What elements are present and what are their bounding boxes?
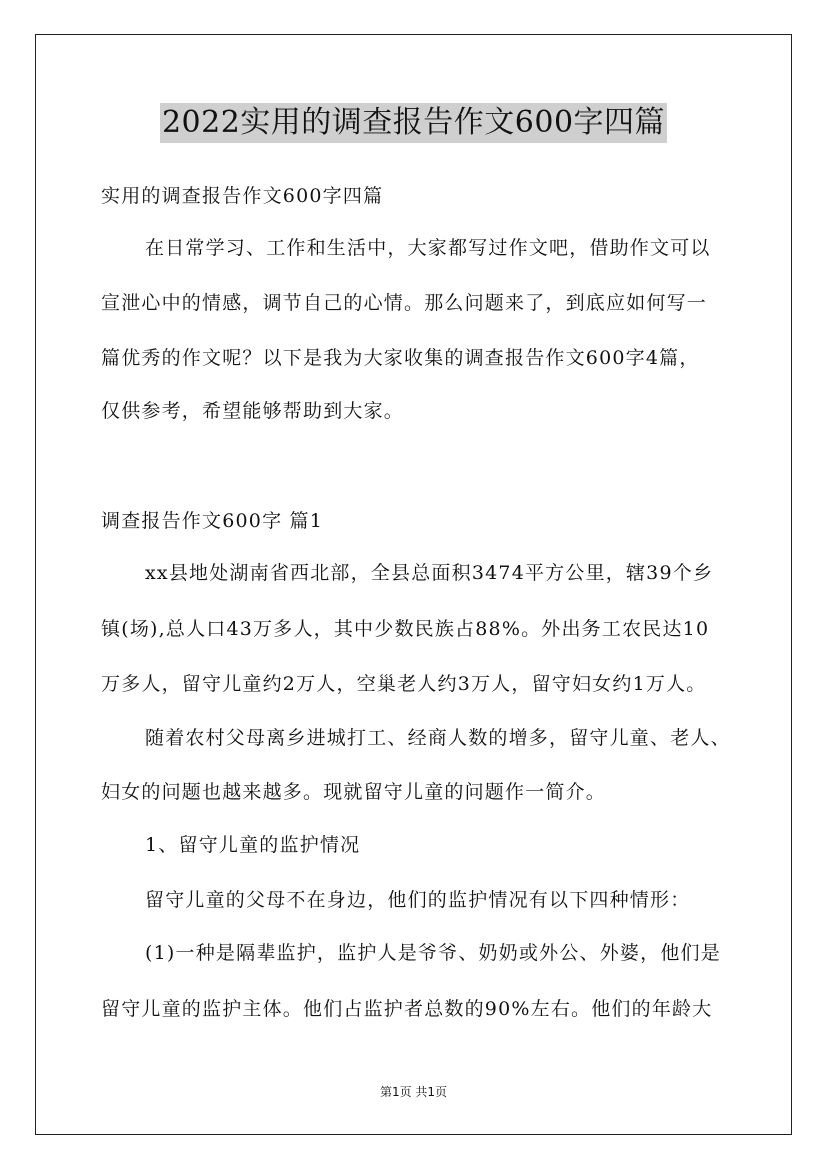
document-subtitle: 实用的调查报告作文600字四篇 (101, 185, 384, 207)
intro-line-4: 仅供参考，希望能够帮助到大家。 (101, 400, 405, 422)
body-line-7: 留守儿童的父母不在身边，他们的监护情况有以下四种情形： (145, 889, 691, 911)
title-wrap (0, 103, 827, 143)
intro-line-2: 宣泄心中的情感，调节自己的心情。那么问题来了，到底应如何写一 (101, 292, 708, 314)
body-line-5: 妇女的问题也越来越多。现就留守儿童的问题作一简介。 (101, 781, 607, 803)
body-line-9: 留守儿童的监护主体。他们占监护者总数的90%左右。他们的年龄大 (101, 998, 713, 1020)
intro-line-1: 在日常学习、工作和生活中，大家都写过作文吧，借助作文可以 (145, 237, 711, 259)
page-number: 第1页 共1页 (379, 1085, 448, 1099)
body-line-8: (1)一种是隔辈监护，监护人是爷爷、奶奶或外公、外婆，他们是 (145, 942, 721, 964)
body-line-2: 镇(场),总人口43万多人，其中少数民族占88%。外出务工农民达10 (101, 618, 710, 640)
body-line-4: 随着农村父母离乡进城打工、经商人数的增多，留守儿童、老人、 (145, 727, 731, 749)
document-title: 2022实用的调查报告作文600字四篇 (160, 103, 667, 143)
body-line-3: 万多人，留守儿童约2万人，空巢老人约3万人，留守妇女约1万人。 (101, 673, 707, 695)
section-heading: 调查报告作文600字 篇1 (101, 510, 323, 532)
list-heading: 1、留守儿童的监护情况 (145, 834, 361, 856)
page-footer (0, 1084, 827, 1100)
intro-line-3: 篇优秀的作文呢？以下是我为大家收集的调查报告作文600字4篇， (101, 347, 700, 369)
body-line-1: xx县地处湖南省西北部，全县总面积3474平方公里，辖39个乡 (145, 562, 714, 584)
